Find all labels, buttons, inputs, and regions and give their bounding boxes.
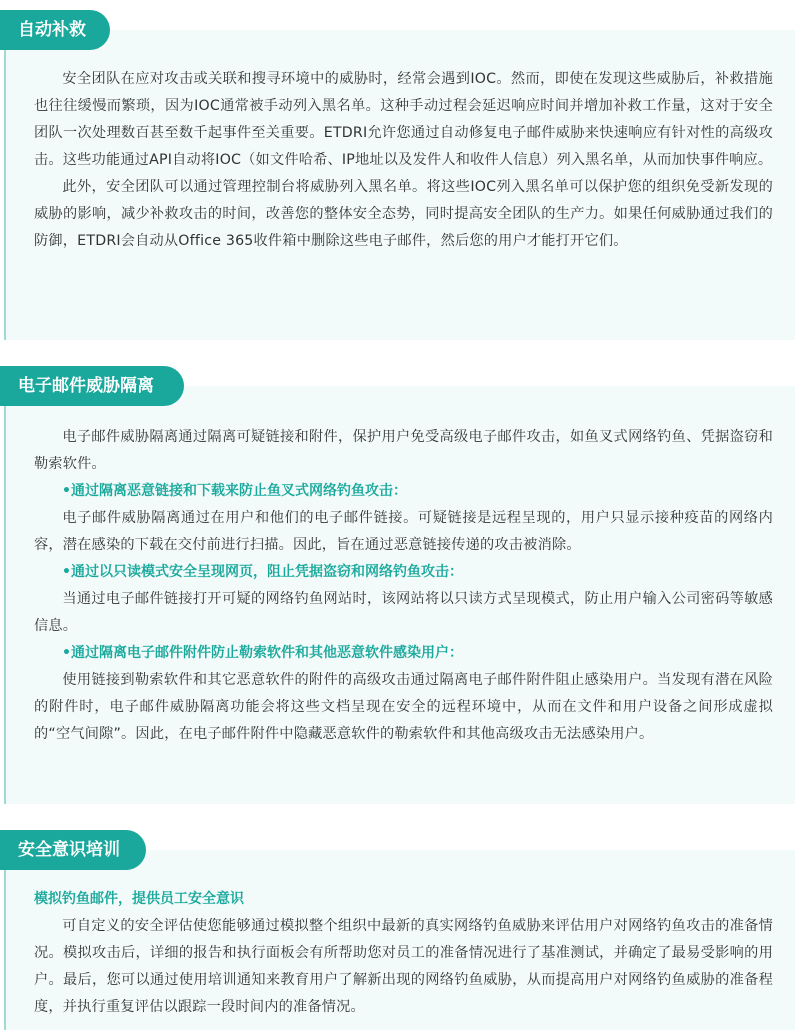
bullet-heading: •通过隔离电子邮件附件防止勒索软件和其他恶意软件感染用户： xyxy=(62,645,463,661)
paragraph: 可自定义的安全评估使您能够通过模拟整个组织中最新的真实网络钓鱼威胁来评估用户对网络钓鱼攻击的准备情况。模拟攻击后，详细的报告和执行面板会有所帮助您对员工的准备情况进行了基准测试，并确定了最易受影响的用户。最后，您可以通过使用培训通知来教育用户了解新出现的网络钓鱼威胁，从而提高用户对网络钓鱼威胁的准备程度，并执行重复评估以跟踪一段时间内的准备情况。 xyxy=(34,918,773,1015)
section-panel xyxy=(4,386,795,804)
bullet-heading: •通过以只读模式安全呈现网页，阻止凭据盗窃和网络钓鱼攻击： xyxy=(62,564,463,580)
bullet-text: 当通过电子邮件链接打开可疑的网络钓鱼网站时，该网站将以只读方式呈现模式，防止用户输入公司密码等敏感信息。 xyxy=(34,591,773,634)
paragraph: 此外，安全团队可以通过管理控制台将威胁列入黑名单。将这些IOC列入黑名单可以保护您的组织免受新发现的威胁的影响，减少补救攻击的时间，改善您的整体安全态势，同时提高安全团队的生产力。如果任何威胁通过我们的防御，ETDRI会自动从Office 365收件箱中删除这些电子邮件，然后您的用户才能打开它们。 xyxy=(34,179,773,249)
subheading: 模拟钓鱼邮件，提供员工安全意识 xyxy=(34,891,244,907)
section-title: 电子邮件威胁隔离 xyxy=(0,366,184,406)
section-title: 安全意识培训 xyxy=(0,830,146,870)
bullet-text: 使用链接到勒索软件和其它恶意软件的附件的高级攻击通过隔离电子邮件附件阻止感染用户。当发现有潜在风险的附件时，电子邮件威胁隔离功能会将这些文档呈现在安全的远程环境中，从而在文件和用户设备之间形成虚拟的“空气间隙”。因此，在电子邮件附件中隐藏恶意软件的勒索软件和其他高级攻击无法感染用户。 xyxy=(34,672,773,742)
section-email-threat-isolation xyxy=(0,366,801,806)
bullet-text: 电子邮件威胁隔离通过在用户和他们的电子邮件链接。可疑链接是远程呈现的，用户只显示接种疫苗的网络内容，潜在感染的下载在交付前进行扫描。因此，旨在通过恶意链接传递的攻击被消除。 xyxy=(34,510,773,553)
section-title: 自动补救 xyxy=(0,10,110,50)
section-panel xyxy=(4,850,795,1030)
paragraph: 安全团队在应对攻击或关联和搜寻环境中的威胁时，经常会遇到IOC。然而，即使在发现这些威胁后，补救措施也往往缓慢而繁琐，因为IOC通常被手动列入黑名单。这种手动过程会延迟响应时间并增加补救工作量，这对于安全团队一次处理数百甚至数千起事件至关重要。ETDRI允许您通过自动修复电子邮件威胁来快速响应有针对性的高级攻击。这些功能通过API自动将IOC（如文件哈希、IP地址以及发件人和收件人信息）列入黑名单，从而加快事件响应。 xyxy=(34,71,773,168)
intro-paragraph: 电子邮件威胁隔离通过隔离可疑链接和附件，保护用户免受高级电子邮件攻击，如鱼叉式网络钓鱼、凭据盗窃和勒索软件。 xyxy=(34,429,773,472)
bullet-heading: •通过隔离恶意链接和下载来防止鱼叉式网络钓鱼攻击： xyxy=(62,483,407,499)
section-panel xyxy=(4,30,795,340)
section-auto-remediation xyxy=(0,10,801,342)
section-security-awareness-training xyxy=(0,830,801,1025)
